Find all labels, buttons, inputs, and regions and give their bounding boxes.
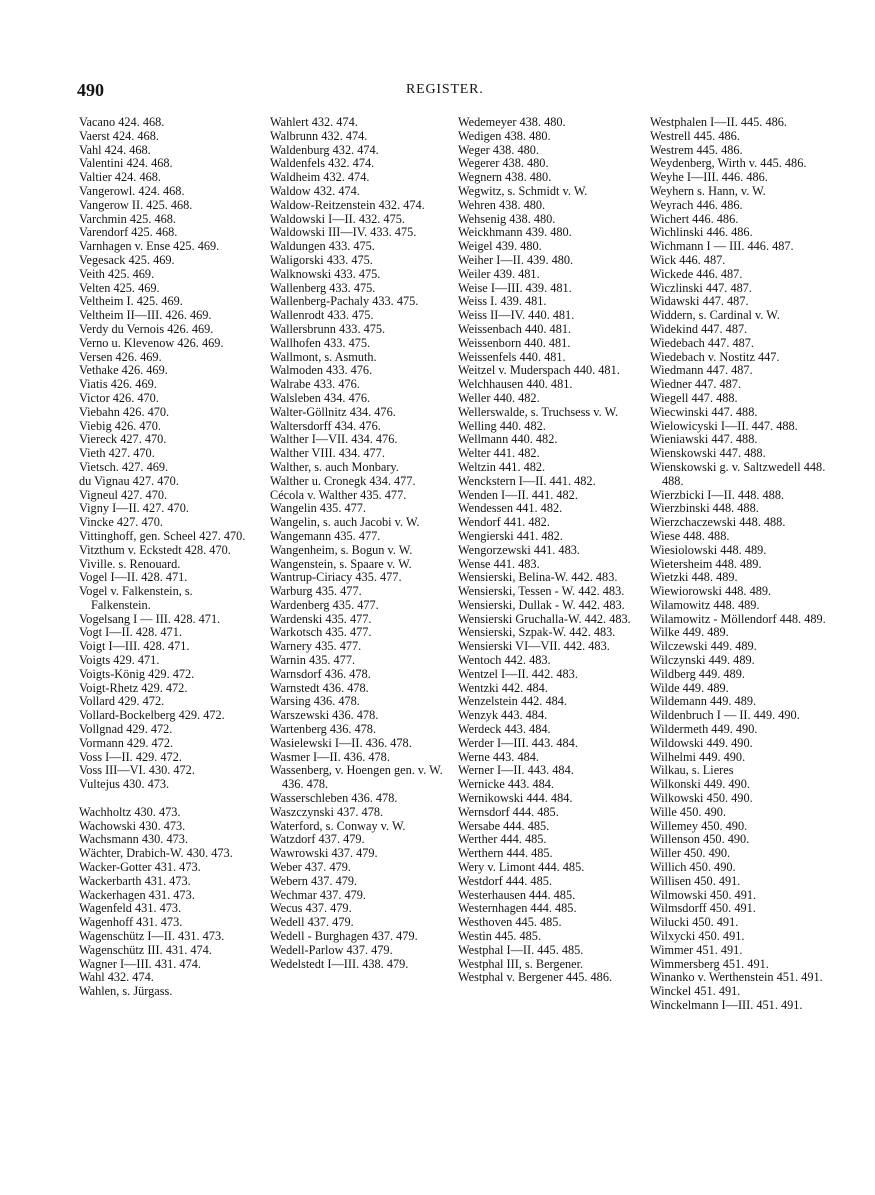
index-entry: Willisen 450. 491. <box>650 873 741 888</box>
index-entry: Weiler 439. 481. <box>458 266 540 281</box>
index-entry: Wensierski, Szpak-W. 442. 483. <box>458 625 616 640</box>
index-entry: Wenckstern I—II. 441. 482. <box>458 473 596 488</box>
index-entry: Westrell 445. 486. <box>650 128 740 143</box>
index-entry: Waligorski 433. 475. <box>270 252 373 267</box>
index-entry: Wangenstein, s. Spaare v. W. <box>270 556 412 571</box>
index-entry: Wentoch 442. 483. <box>458 653 551 668</box>
index-entry: Vittinghoff, gen. Scheel 427. 470. <box>79 528 246 543</box>
index-entry: Wentzel I—II. 442. 483. <box>458 666 578 681</box>
index-entry: Verno u. Klevenow 426. 469. <box>79 335 224 350</box>
index-entry: Westphal v. Bergener 445. 486. <box>458 970 613 985</box>
index-entry: Wallenberg-Pachaly 433. 475. <box>270 294 419 309</box>
index-entry: Wangemann 435. 477. <box>270 528 381 543</box>
index-entry: Wengorzewski 441. 483. <box>458 542 580 557</box>
index-entry: Walknowski 433. 475. <box>270 266 381 281</box>
index-entry: Wechmar 437. 479. <box>270 887 366 902</box>
index-entry: Walrabe 433. 476. <box>270 377 360 392</box>
index-entry: Wierzbinski 448. 488. <box>650 501 759 516</box>
index-entry: Versen 426. 469. <box>79 349 162 364</box>
index-entry: Werder I—III. 443. 484. <box>458 735 578 750</box>
index-entry: Wachsmann 430. 473. <box>79 832 188 847</box>
index-entry: Westrem 445. 486. <box>650 142 743 157</box>
index-entry: Wensierski, Tessen - W. 442. 483. <box>458 584 625 599</box>
index-entry: Winckelmann I—III. 451. 491. <box>650 998 803 1012</box>
index-entry: Wilxycki 450. 491. <box>650 929 745 944</box>
index-entry: Wallenberg 433. 475. <box>270 280 376 295</box>
index-entry: Wasielewski I—II. 436. 478. <box>270 735 412 750</box>
index-entry: Wedell 437. 479. <box>270 915 354 930</box>
index-entry: Waldowski III—IV. 433. 475. <box>270 225 417 240</box>
index-entry: Wensierski, Belina-W. 442. 483. <box>458 570 618 585</box>
index-entry: Vincke 427. 470. <box>79 515 163 530</box>
index-entry: Wangelin, s. auch Jacobi v. W. <box>270 515 420 530</box>
index-entry: Wiecwinski 447. 488. <box>650 404 758 419</box>
index-entry: Wartenberg 436. 478. <box>270 722 377 737</box>
index-entry: Wendorf 441. 482. <box>458 515 550 530</box>
index-entry: Waldenburg 432. 474. <box>270 142 379 157</box>
index-entry: Wilde 449. 489. <box>650 680 729 695</box>
index-entry: Vogelsang I — III. 428. 471. <box>79 611 221 626</box>
index-entry: Wahlert 432. 474. <box>270 115 358 129</box>
index-entry: Wagenhoff 431. 473. <box>79 915 183 930</box>
index-entry: Warnery 435. 477. <box>270 639 362 654</box>
index-entry: Vaerst 424. 468. <box>79 128 159 143</box>
index-entry: Wallmont, s. Asmuth. <box>270 349 377 364</box>
index-entry: Wagenschütz III. 431. 474. <box>79 942 212 957</box>
index-entry: Wiegell 447. 488. <box>650 390 738 405</box>
index-entry: Wengierski 441. 482. <box>458 528 563 543</box>
index-entry: Walmoden 433. 476. <box>270 363 373 378</box>
index-entry: Weise I—III. 439. 481. <box>458 280 572 295</box>
index-entry: Veltheim I. 425. 469. <box>79 294 183 309</box>
index-entry: Wecus 437. 479. <box>270 901 352 916</box>
index-entry: Vogel v. Falkenstein, s. Falkenstein. <box>79 584 193 612</box>
index-entry: Wagner I—III. 431. 474. <box>79 956 201 971</box>
index-entry: Wierzchaczewski 448. 488. <box>650 515 786 530</box>
index-entry: Wiedebach 447. 487. <box>650 335 754 350</box>
index-entry: Valtier 424. 468. <box>79 170 161 185</box>
index-entry: Wacker-Gotter 431. 473. <box>79 860 201 875</box>
index-entry: Waltersdorff 434. 476. <box>270 418 381 433</box>
index-entry: Werne 443. 484. <box>458 749 539 764</box>
index-entry: Walther, s. auch Monbary. <box>270 459 399 474</box>
index-entry: Vegesack 425. 469. <box>79 252 175 267</box>
index-entry: Vollard 429. 472. <box>79 694 165 709</box>
index-entry: Vitzthum v. Eckstedt 428. 470. <box>79 542 231 557</box>
index-entry: Waldungen 433. 475. <box>270 239 375 254</box>
entry-spacer <box>79 792 254 806</box>
index-entry: Welchhausen 440. 481. <box>458 377 573 392</box>
index-entry: Wienskowski g. v. Saltzwedell 448. 488. <box>650 459 826 488</box>
index-entry: Wilamowitz 448. 489. <box>650 597 760 612</box>
index-entry: Westhoven 445. 485. <box>458 915 562 930</box>
index-entry: Westernhagen 444. 485. <box>458 901 577 916</box>
index-entry: Waldheim 432. 474. <box>270 170 370 185</box>
index-entry: Werdeck 443. 484. <box>458 722 551 737</box>
index-entry: Weiss II—IV. 440. 481. <box>458 308 575 323</box>
index-entry: Wille 450. 490. <box>650 804 727 819</box>
index-entry: Weiher I—II. 439. 480. <box>458 252 574 267</box>
index-entry: Wiedebach v. Nostitz 447. <box>650 349 780 364</box>
index-entry: Wilke 449. 489. <box>650 625 729 640</box>
index-entry: Winanko v. Werthenstein 451. 491. <box>650 970 823 985</box>
index-entry: Weissenborn 440. 481. <box>458 335 571 350</box>
index-entry: Cécola v. Walther 435. 477. <box>270 487 407 502</box>
index-entry: Westphal I—II. 445. 485. <box>458 942 584 957</box>
index-entry: Voigt I—III. 428. 471. <box>79 639 190 654</box>
index-entry: Wildowski 449. 490. <box>650 735 753 750</box>
index-entry: Wehsenig 438. 480. <box>458 211 556 226</box>
index-entry: Wichlinski 446. 486. <box>650 225 753 240</box>
index-entry: Vacano 424. 468. <box>79 115 165 129</box>
index-entry: Weltzin 441. 482. <box>458 459 546 474</box>
index-entry: Welter 441. 482. <box>458 446 540 461</box>
index-entry: Walther I—VII. 434. 476. <box>270 432 398 447</box>
index-entry: Waldenfels 432. 474. <box>270 156 375 171</box>
index-entry: Warszewski 436. 478. <box>270 708 379 723</box>
index-entry: Wedemeyer 438. 480. <box>458 115 566 129</box>
index-entry: Wantrup-Ciriacy 435. 477. <box>270 570 402 585</box>
index-entry: Weickhmann 439. 480. <box>458 225 572 240</box>
index-entry: Wallhofen 433. 475. <box>270 335 371 350</box>
index-entry: Westphalen I—II. 445. 486. <box>650 115 787 129</box>
running-title: REGISTER. <box>406 82 484 97</box>
index-entry: Wiedmann 447. 487. <box>650 363 753 378</box>
index-entry: Wedigen 438. 480. <box>458 128 551 143</box>
index-entry: Willenson 450. 490. <box>650 832 750 847</box>
index-entry: Weller 440. 482. <box>458 390 540 405</box>
index-entry: Warburg 435. 477. <box>270 584 362 599</box>
index-entry: Weyrach 446. 486. <box>650 197 743 212</box>
index-entry: Wilkowski 450. 490. <box>650 791 753 806</box>
index-entry: Wietersheim 448. 489. <box>650 556 762 571</box>
index-entry: Westdorf 444. 485. <box>458 873 552 888</box>
index-entry: Wellerswalde, s. Truchsess v. W. <box>458 404 619 419</box>
index-entry: Wimmersberg 451. 491. <box>650 956 769 971</box>
index-entry: Viebahn 426. 470. <box>79 404 170 419</box>
index-entry: Weger 438. 480. <box>458 142 539 157</box>
index-entry: Wallersbrunn 433. 475. <box>270 321 386 336</box>
index-entry: Veltheim II—III. 426. 469. <box>79 308 212 323</box>
index-entry: Willemey 450. 490. <box>650 818 748 833</box>
index-entry: Wielowicyski I—II. 447. 488. <box>650 418 798 433</box>
index-entry: Vahl 424. 468. <box>79 142 151 157</box>
index-entry: Varnhagen v. Ense 425. 469. <box>79 239 220 254</box>
index-entry: Westerhausen 444. 485. <box>458 887 576 902</box>
index-entry: Wienskowski 447. 488. <box>650 446 766 461</box>
index-entry: Watzdorf 437. 479. <box>270 832 365 847</box>
index-entry: Wiczlinski 447. 487. <box>650 280 752 295</box>
index-entry: Warnsdorf 436. 478. <box>270 666 371 681</box>
index-entry: Weiss I. 439. 481. <box>458 294 547 309</box>
index-entry: Wackerhagen 431. 473. <box>79 887 195 902</box>
index-entry: Westin 445. 485. <box>458 929 542 944</box>
index-entry: Waldow-Reitzenstein 432. 474. <box>270 197 425 212</box>
index-entry: Wilucki 450. 491. <box>650 915 739 930</box>
index-entry: Wächter, Drabich-W. 430. 473. <box>79 846 233 861</box>
index-entry: Wieniawski 447. 488. <box>650 432 758 447</box>
index-entry: Vietsch. 427. 469. <box>79 459 169 474</box>
index-entry: Wegwitz, s. Schmidt v. W. <box>458 183 588 198</box>
index-column-4 <box>650 116 828 1013</box>
index-entry: Wilmowski 450. 491. <box>650 887 757 902</box>
index-entry: Wendessen 441. 482. <box>458 501 563 516</box>
index-entry: Wierzbicki I—II. 448. 488. <box>650 487 785 502</box>
index-entry: Wentzki 442. 484. <box>458 680 548 695</box>
index-entry: Wackerbarth 431. 473. <box>79 873 191 888</box>
index-entry: Wangenheim, s. Bogun v. W. <box>270 542 413 557</box>
index-entry: Vieth 427. 470. <box>79 446 155 461</box>
index-entry: Werthern 444. 485. <box>458 846 553 861</box>
index-entry: Wernsdorf 444. 485. <box>458 804 559 819</box>
index-entry: Winckel 451. 491. <box>650 984 741 999</box>
index-entry: Voss I—II. 429. 472. <box>79 749 182 764</box>
index-entry: Welling 440. 482. <box>458 418 546 433</box>
index-entry: Wellmann 440. 482. <box>458 432 558 447</box>
page-header <box>0 80 875 106</box>
index-entry: Wichert 446. 486. <box>650 211 739 226</box>
index-entry: Wickede 446. 487. <box>650 266 743 281</box>
index-entry: Veith 425. 469. <box>79 266 155 281</box>
page-number: 490 <box>77 80 104 100</box>
index-entry: Vollgnad 429. 472. <box>79 722 173 737</box>
index-entry: Wachholtz 430. 473. <box>79 804 181 819</box>
index-entry: Wawrowski 437. 479. <box>270 846 378 861</box>
index-entry: Weigel 439. 480. <box>458 239 542 254</box>
index-entry: Wensierski, Dullak - W. 442. 483. <box>458 597 625 612</box>
index-entry: Wilczynski 449. 489. <box>650 653 755 668</box>
index-entry: Walther VIII. 434. 477. <box>270 446 385 461</box>
index-entry: Wilkau, s. Lieres <box>650 763 734 778</box>
index-entry: Wegerer 438. 480. <box>458 156 549 171</box>
index-entry: Wahlen, s. Jürgass. <box>79 984 173 999</box>
index-entry: Weydenberg, Wirth v. 445. 486. <box>650 156 807 171</box>
index-entry: Wedell-Parlow 437. 479. <box>270 942 393 957</box>
index-entry: Wense 441. 483. <box>458 556 540 571</box>
index-entry: Vigny I—II. 427. 470. <box>79 501 189 516</box>
index-entry: Viville. s. Renouard. <box>79 556 181 571</box>
index-entry: Vollard-Bockelberg 429. 472. <box>79 708 225 723</box>
index-entry: Widdern, s. Cardinal v. W. <box>650 308 780 323</box>
index-entry: Wildermeth 449. 490. <box>650 722 758 737</box>
index-entry: Walter-Göllnitz 434. 476. <box>270 404 396 419</box>
index-entry: Waldowski I—II. 432. 475. <box>270 211 405 226</box>
index-entry: Wangelin 435. 477. <box>270 501 367 516</box>
index-entry: Weissenbach 440. 481. <box>458 321 572 336</box>
index-entry: Wery v. Limont 444. 485. <box>458 860 585 875</box>
index-entry: Viebig 426. 470. <box>79 418 161 433</box>
index-entry: Walbrunn 432. 474. <box>270 128 368 143</box>
index-entry: Warkotsch 435. 477. <box>270 625 372 640</box>
index-entry: Varchmin 425. 468. <box>79 211 176 226</box>
index-entry: Wegnern 438. 480. <box>458 170 552 185</box>
index-entry: Wensierski VI—VII. 442. 483. <box>458 639 610 654</box>
index-entry: Wardenberg 435. 477. <box>270 597 379 612</box>
index-entry: Wilmsdorff 450. 491. <box>650 901 756 916</box>
index-entry: Waterford, s. Conway v. W. <box>270 818 406 833</box>
index-entry: Vormann 429. 472. <box>79 735 174 750</box>
index-entry: Wiedner 447. 487. <box>650 377 742 392</box>
index-entry: Wernikowski 444. 484. <box>458 791 573 806</box>
index-entry: Vangerowl. 424. 468. <box>79 183 185 198</box>
index-entry: Webern 437. 479. <box>270 873 358 888</box>
index-entry: Wiesiolowski 448. 489. <box>650 542 767 557</box>
index-entry: Wenzyk 443. 484. <box>458 708 548 723</box>
index-entry: Vogel I—II. 428. 471. <box>79 570 188 585</box>
index-entry: Wensierski Gruchalla-W. 442. 483. <box>458 611 631 626</box>
index-entry: Wick 446. 487. <box>650 252 726 267</box>
index-entry: Varendorf 425. 468. <box>79 225 178 240</box>
index-entry: Wildemann 449. 489. <box>650 694 757 709</box>
index-entry: Victor 426. 470. <box>79 390 159 405</box>
index-entry: Voigts 429. 471. <box>79 653 160 668</box>
index-entry: Viatis 426. 469. <box>79 377 157 392</box>
index-column-3 <box>458 116 638 985</box>
index-entry: Warsing 436. 478. <box>270 694 360 709</box>
index-entry: Weissenfels 440. 481. <box>458 349 566 364</box>
index-entry: Walther u. Cronegk 434. 477. <box>270 473 416 488</box>
index-entry: Warnin 435. 477. <box>270 653 356 668</box>
index-entry: Wachowski 430. 473. <box>79 818 186 833</box>
index-entry: Waldow 432. 474. <box>270 183 360 198</box>
index-entry: Weyhe I—III. 446. 486. <box>650 170 768 185</box>
index-entry: Viereck 427. 470. <box>79 432 167 447</box>
index-entry: Wenzelstein 442. 484. <box>458 694 567 709</box>
index-entry: Wildenbruch I — II. 449. 490. <box>650 708 800 723</box>
index-entry: Wilamowitz - Möllendorf 448. 489. <box>650 611 826 626</box>
index-entry: Vigneul 427. 470. <box>79 487 168 502</box>
index-entry: Willer 450. 490. <box>650 846 731 861</box>
index-entry: Walsleben 434. 476. <box>270 390 371 405</box>
index-entry: Waszczynski 437. 478. <box>270 804 384 819</box>
index-entry: Wimmer 451. 491. <box>650 942 743 957</box>
index-column-1 <box>79 116 254 999</box>
index-entry: Verdy du Vernois 426. 469. <box>79 321 214 336</box>
index-entry: Wichmann I — III. 446. 487. <box>650 239 794 254</box>
index-entry: Wenden I—II. 441. 482. <box>458 487 578 502</box>
index-entry: Wildberg 449. 489. <box>650 666 745 681</box>
index-entry: Warnstedt 436. 478. <box>270 680 369 695</box>
index-entry: Wagenschütz I—II. 431. 473. <box>79 929 225 944</box>
index-entry: Wilkonski 449. 490. <box>650 777 750 792</box>
index-entry: Voss III—VI. 430. 472. <box>79 763 195 778</box>
index-entry: Westphal III, s. Bergener. <box>458 956 584 971</box>
index-entry: Wedell - Burghagen 437. 479. <box>270 929 418 944</box>
index-entry: Wasserschleben 436. 478. <box>270 791 398 806</box>
index-entry: Voigt-Rhetz 429. 472. <box>79 680 188 695</box>
index-column-2 <box>270 116 444 971</box>
index-entry: Wehren 438. 480. <box>458 197 546 212</box>
index-entry: Wersabe 444. 485. <box>458 818 550 833</box>
index-entry: Wahl 432. 474. <box>79 970 154 985</box>
index-entry: Widekind 447. 487. <box>650 321 748 336</box>
index-entry: Wallenrodt 433. 475. <box>270 308 374 323</box>
index-entry: Valentini 424. 468. <box>79 156 173 171</box>
index-entry: Willich 450. 490. <box>650 860 736 875</box>
index-entry: Wedelstedt I—III. 438. 479. <box>270 956 409 971</box>
index-entry: Wilczewski 449. 489. <box>650 639 757 654</box>
index-entry: Werther 444. 485. <box>458 832 547 847</box>
index-entry: Wiewiorowski 448. 489. <box>650 584 772 599</box>
index-entry: Vethake 426. 469. <box>79 363 168 378</box>
index-entry: Weyhern s. Hann, v. W. <box>650 183 766 198</box>
index-entry: Vogt I—II. 428. 471. <box>79 625 182 640</box>
index-entry: Voigts-König 429. 472. <box>79 666 195 681</box>
index-entry: Wardenski 435. 477. <box>270 611 372 626</box>
index-entry: Vultejus 430. 473. <box>79 777 170 792</box>
index-entry: Wietzki 448. 489. <box>650 570 738 585</box>
index-entry: Widawski 447. 487. <box>650 294 749 309</box>
index-entry: Vangerow II. 425. 468. <box>79 197 193 212</box>
index-entry: Wilhelmi 449. 490. <box>650 749 746 764</box>
index-entry: Werner I—II. 443. 484. <box>458 763 574 778</box>
index-entry: Wagenfeld 431. 473. <box>79 901 182 916</box>
index-entry: Wassenberg, v. Hoengen gen. v. W. 436. 478. <box>270 763 443 792</box>
index-entry: Velten 425. 469. <box>79 280 160 295</box>
index-entry: du Vignau 427. 470. <box>79 473 179 488</box>
index-entry: Wiese 448. 488. <box>650 528 730 543</box>
index-entry: Weitzel v. Muderspach 440. 481. <box>458 363 620 378</box>
index-entry: Weber 437. 479. <box>270 860 351 875</box>
index-entry: Wernicke 443. 484. <box>458 777 554 792</box>
index-entry: Wasmer I—II. 436. 478. <box>270 749 390 764</box>
